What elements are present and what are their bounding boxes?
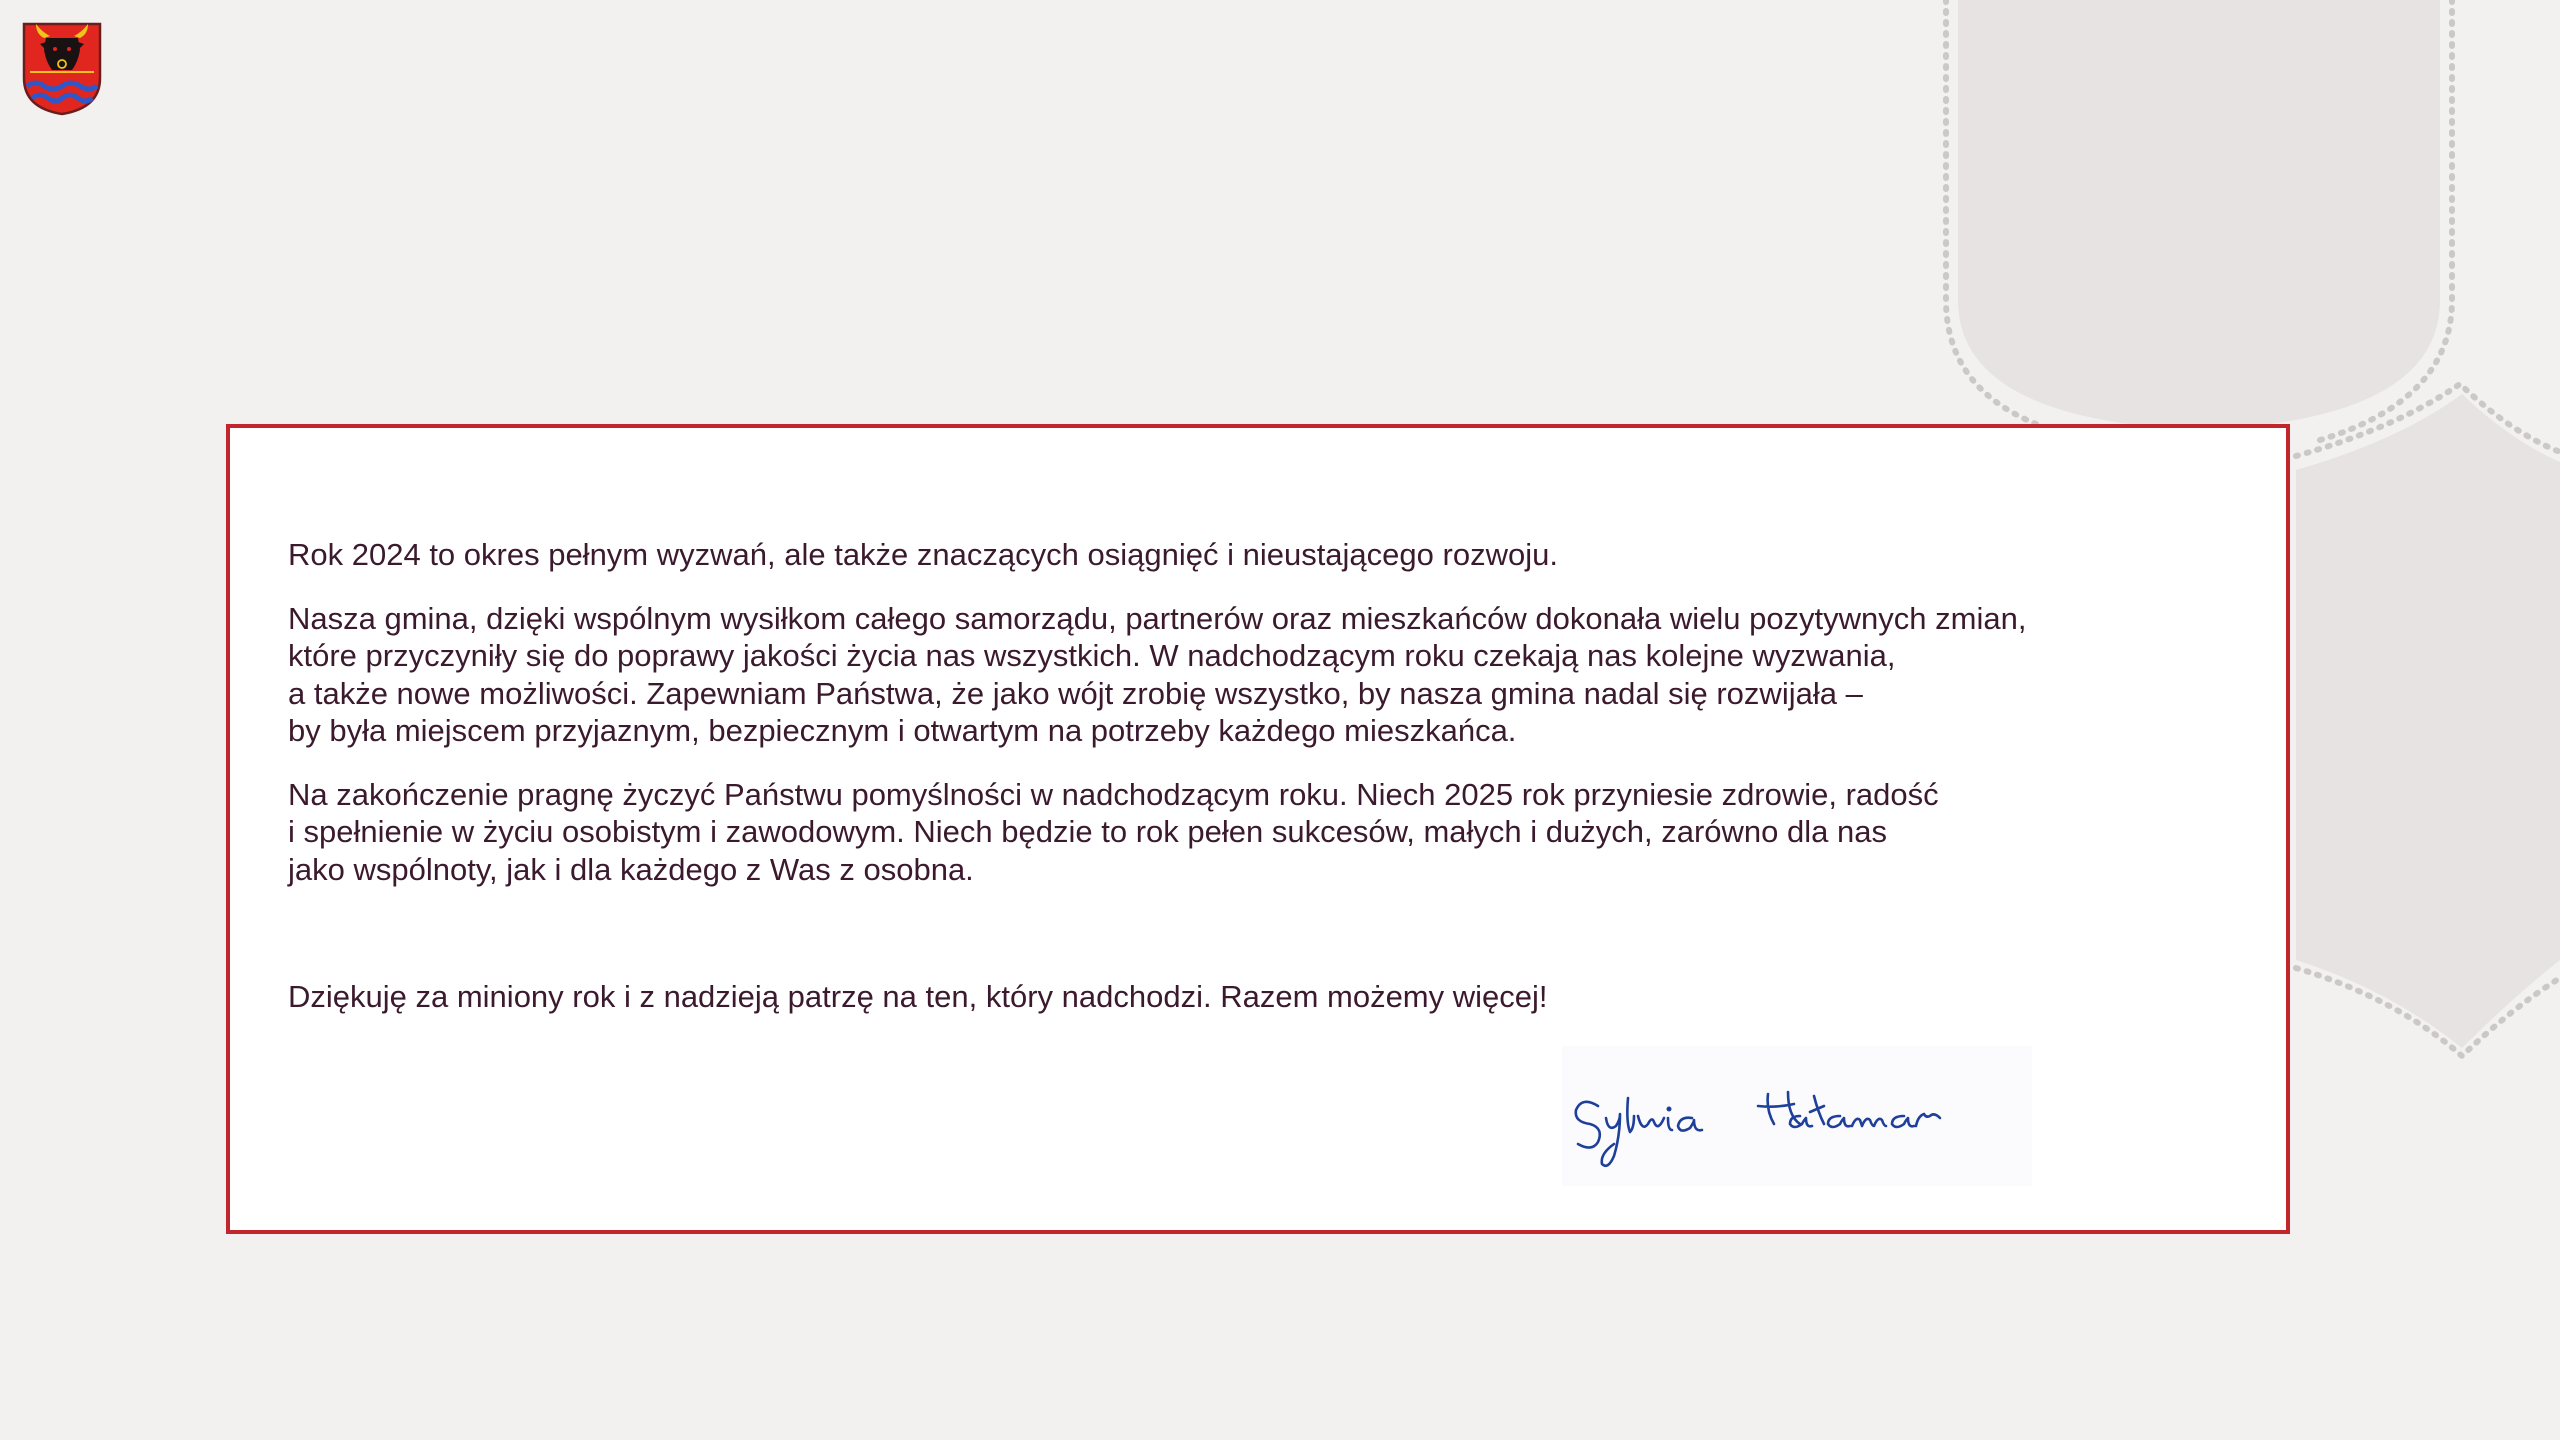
lower-shield-shape <box>2296 384 2560 1056</box>
upper-shield-shape <box>1946 0 2452 440</box>
letter-body <box>288 536 2248 1016</box>
letter-paragraph-intro: Rok 2024 to okres pełnym wyzwań, ale także znaczących osiągnięć i nieustającego rozwoju. <box>288 537 1558 572</box>
bull-head-crest-icon <box>22 22 102 116</box>
handwritten-signature <box>1562 1046 2032 1186</box>
letter-paragraph-achievements: Nasza gmina, dzięki wspólnym wysiłkom całego samorządu, partnerów oraz mieszkańców dokonała wielu pozytywnych zmian, które przyczyniły się do poprawy jakości życia nas wszystkich. W nadchodzącym roku czekają nas kolejne wyzwania, a także nowe możliwości. Zapewniam Państwa, że jako wójt zrobię wszystko, by nasza gmina nadal się rozwijała – by była miejscem przyjaznym, bezpiecznym i otwartym na potrzeby każdego mieszkańca. <box>288 600 2027 748</box>
letter-card <box>226 424 2290 1234</box>
letter-paragraph-closing: Dziękuję za miniony rok i z nadzieją patrzę na ten, który nadchodzi. Razem możemy więcej! <box>288 979 1548 1014</box>
letter-paragraph-wishes: Na zakończenie pragnę życzyć Państwu pomyślności w nadchodzącym roku. Niech 2025 rok przyniesie zdrowie, radość i spełnienie w życiu osobistym i zawodowym. Niech będzie to rok pełen sukcesów, małych i dużych, zarówno dla nas jako wspólnoty, jak i dla każdego z Was z osobna. <box>288 776 1939 887</box>
